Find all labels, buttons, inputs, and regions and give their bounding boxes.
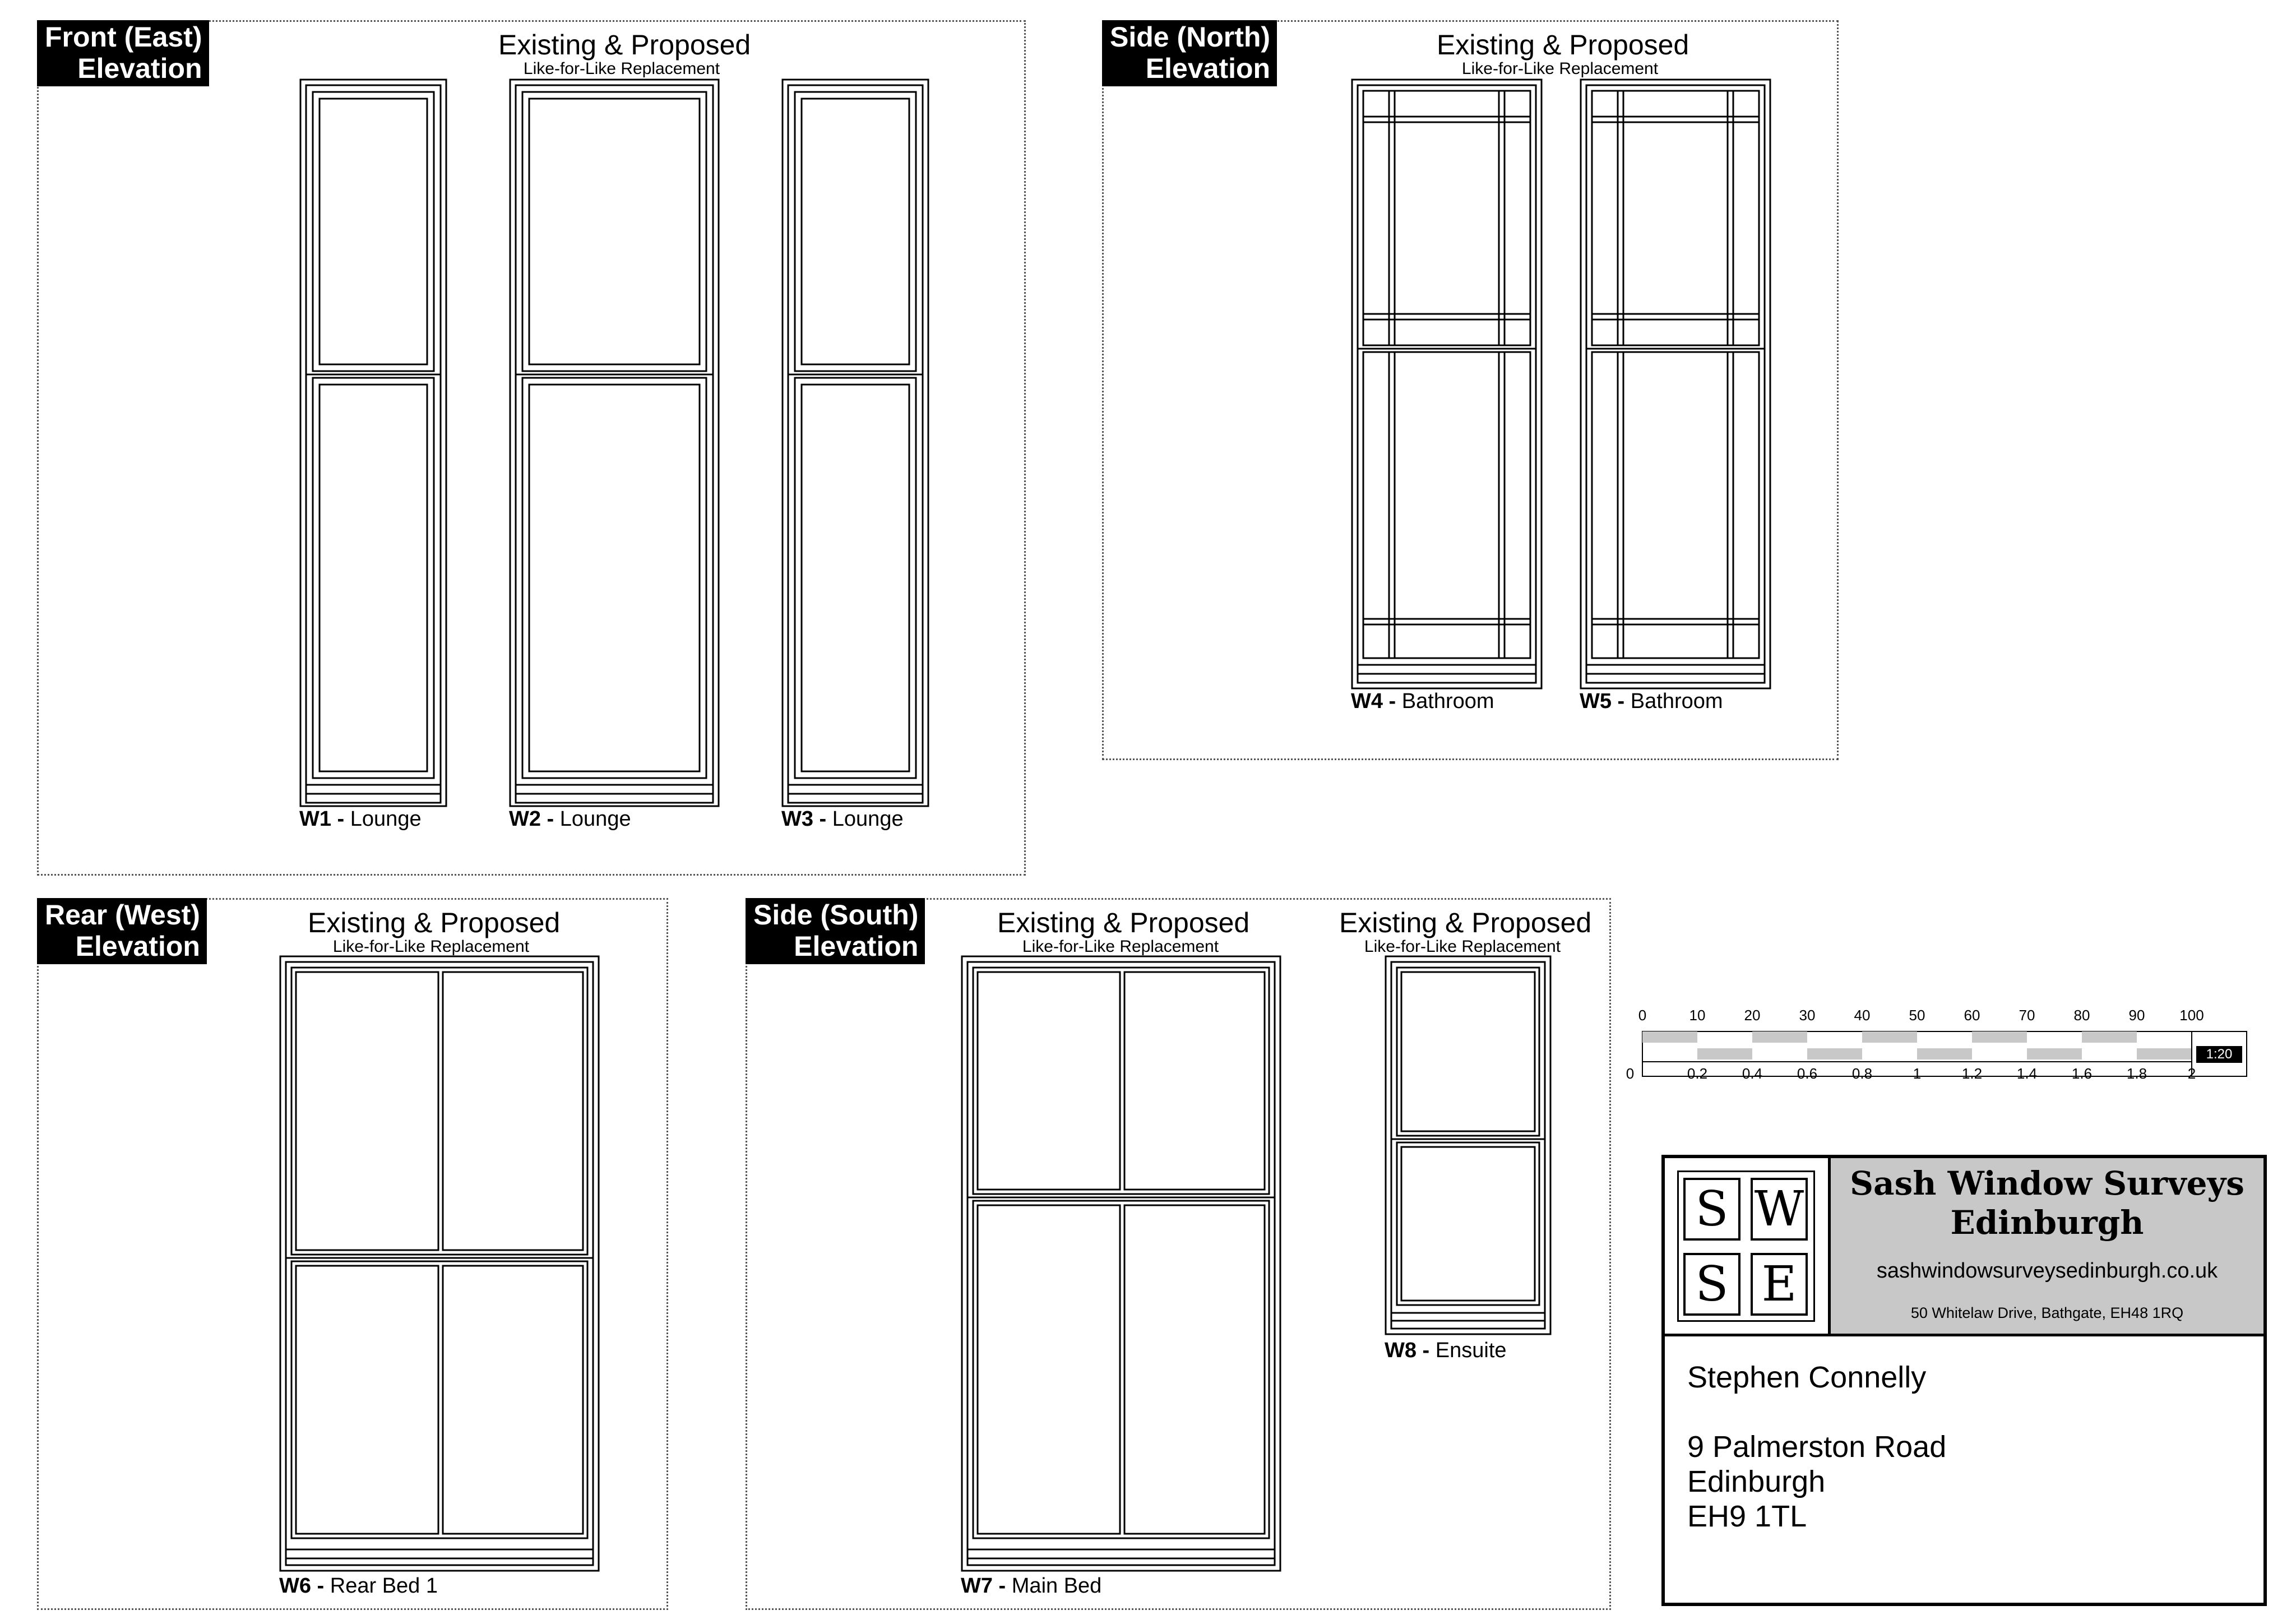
window-id: W4 - <box>1351 690 1396 713</box>
scale-bottom-tick: 1.8 <box>2126 1065 2147 1082</box>
window-w2-drawing <box>509 78 720 807</box>
panel-label-line1: Side (North) <box>1110 21 1271 53</box>
window-id: W1 - <box>299 807 345 831</box>
logo-letter: W <box>1751 1178 1808 1241</box>
scale-bottom-tick: 0.8 <box>1851 1065 1873 1082</box>
caption-sub: Like-for-Like Replacement <box>1022 937 1219 956</box>
window-w6-label <box>279 1574 438 1598</box>
panel-label-line1: Rear (West) <box>45 899 200 931</box>
window-w6-drawing <box>279 955 600 1572</box>
window-w8-drawing <box>1385 955 1552 1335</box>
client-address-line1: 9 Palmerston Road <box>1687 1430 1947 1464</box>
rear-caption <box>308 907 561 956</box>
caption-sub: Like-for-Like Replacement <box>332 937 530 956</box>
scale-top-tick: 30 <box>1799 1007 1816 1024</box>
client-spacer <box>1687 1395 1946 1429</box>
panel-label-line1: Front (East) <box>45 21 202 53</box>
window-w5-label <box>1580 690 1723 714</box>
client-address-line2: Edinburgh <box>1687 1465 1826 1498</box>
window-id: W7 - <box>961 1574 1006 1598</box>
scale-bottom-tick: 1 <box>1913 1065 1922 1082</box>
caption-sub: Like-for-Like Replacement <box>523 59 720 78</box>
front-elevation-label <box>37 20 209 86</box>
scale-top-tick: 40 <box>1854 1007 1871 1024</box>
window-id: W6 - <box>279 1574 325 1598</box>
scale-bottom-tick: 0 <box>1626 1065 1635 1082</box>
caption-main: Existing & Proposed <box>1437 29 1689 61</box>
scale-bar <box>1626 1007 2253 1102</box>
window-w7-label <box>961 1574 1101 1598</box>
caption-sub: Like-for-Like Replacement <box>1461 59 1659 78</box>
window-w8-label <box>1385 1339 1507 1363</box>
client-address-line3: EH9 1TL <box>1687 1500 1807 1533</box>
scale-top-tick: 0 <box>1638 1007 1647 1024</box>
client-name: Stephen Connelly <box>1687 1361 1927 1394</box>
scale-bottom-tick: 0.6 <box>1797 1065 1818 1082</box>
panel-label-line2: Elevation <box>77 53 202 84</box>
scale-bar-graphic <box>1626 1030 2253 1082</box>
company-name-line1: Sash Window Surveys <box>1850 1164 2244 1202</box>
window-room: Ensuite <box>1435 1339 1507 1362</box>
scale-top-tick: 60 <box>1964 1007 1980 1024</box>
company-logo <box>1665 1158 1831 1336</box>
scale-bottom-tick: 1.4 <box>2016 1065 2038 1082</box>
rear-elevation-label <box>37 898 207 964</box>
caption-main: Existing & Proposed <box>498 29 751 61</box>
scale-top-tick: 90 <box>2128 1007 2145 1024</box>
scale-bottom-tick: 1.6 <box>2071 1065 2093 1082</box>
company-address: 50 Whitelaw Drive, Bathgate, EH48 1RQ <box>1910 1304 2184 1321</box>
window-w4-label <box>1351 690 1494 714</box>
company-name <box>1831 1164 2263 1242</box>
south-caption-w8 <box>1339 907 1592 956</box>
caption-sub: Like-for-Like Replacement <box>1364 937 1561 956</box>
scale-top-tick: 70 <box>2019 1007 2035 1024</box>
scale-top-tick: 100 <box>2179 1007 2204 1024</box>
caption-main: Existing & Proposed <box>308 907 561 938</box>
window-w3-drawing <box>781 78 929 807</box>
logo-letter: E <box>1751 1253 1808 1316</box>
north-caption <box>1437 29 1689 78</box>
client-details <box>1687 1360 1946 1534</box>
window-id: W8 - <box>1385 1339 1430 1362</box>
scale-top-tick: 80 <box>2073 1007 2090 1024</box>
scale-bottom-tick: 0.4 <box>1742 1065 1763 1082</box>
panel-label-line2: Elevation <box>794 931 919 962</box>
logo-grid <box>1677 1170 1815 1322</box>
scale-bottom-tick: 2 <box>2187 1065 2196 1082</box>
south-elevation-label <box>746 898 925 964</box>
caption-main: Existing & Proposed <box>997 907 1250 938</box>
window-room: Main Bed <box>1011 1574 1102 1598</box>
panel-label-line2: Elevation <box>75 931 200 962</box>
window-w2-label <box>509 807 631 831</box>
company-brand <box>1831 1158 2263 1336</box>
title-block <box>1661 1155 2267 1606</box>
window-room: Lounge <box>832 807 904 831</box>
title-block-divider <box>1665 1334 2263 1336</box>
window-room: Lounge <box>559 807 631 831</box>
company-website: sashwindowsurveysedinburgh.co.uk <box>1876 1259 2218 1283</box>
company-name-line2: Edinburgh <box>1950 1204 2144 1242</box>
window-w7-drawing <box>961 955 1281 1572</box>
logo-letter: S <box>1683 1178 1740 1241</box>
scale-bottom-tick: 0.2 <box>1687 1065 1708 1082</box>
window-w5-drawing <box>1580 78 1771 690</box>
window-id: W5 - <box>1580 690 1625 713</box>
window-id: W3 - <box>781 807 827 831</box>
scale-bottom-tick: 1.2 <box>1961 1065 1983 1082</box>
window-id: W2 - <box>509 807 554 831</box>
scale-top-tick: 10 <box>1689 1007 1706 1024</box>
panel-label-line1: Side (South) <box>753 899 919 931</box>
scale-top-tick: 50 <box>1909 1007 1925 1024</box>
window-w3-label <box>781 807 904 831</box>
panel-label-line2: Elevation <box>1145 53 1271 84</box>
north-elevation-label <box>1102 20 1277 86</box>
window-room: Rear Bed 1 <box>330 1574 438 1598</box>
south-caption-w7 <box>997 907 1250 956</box>
window-w4-drawing <box>1351 78 1543 690</box>
caption-main: Existing & Proposed <box>1339 907 1592 938</box>
scale-top-tick: 20 <box>1744 1007 1761 1024</box>
logo-letter: S <box>1683 1253 1740 1316</box>
window-w1-label <box>299 807 422 831</box>
front-caption <box>498 29 751 78</box>
scale-ratio: 1:20 <box>2206 1047 2233 1062</box>
window-room: Bathroom <box>1630 690 1723 713</box>
window-room: Bathroom <box>1401 690 1494 713</box>
window-w1-drawing <box>299 78 447 807</box>
window-room: Lounge <box>350 807 422 831</box>
